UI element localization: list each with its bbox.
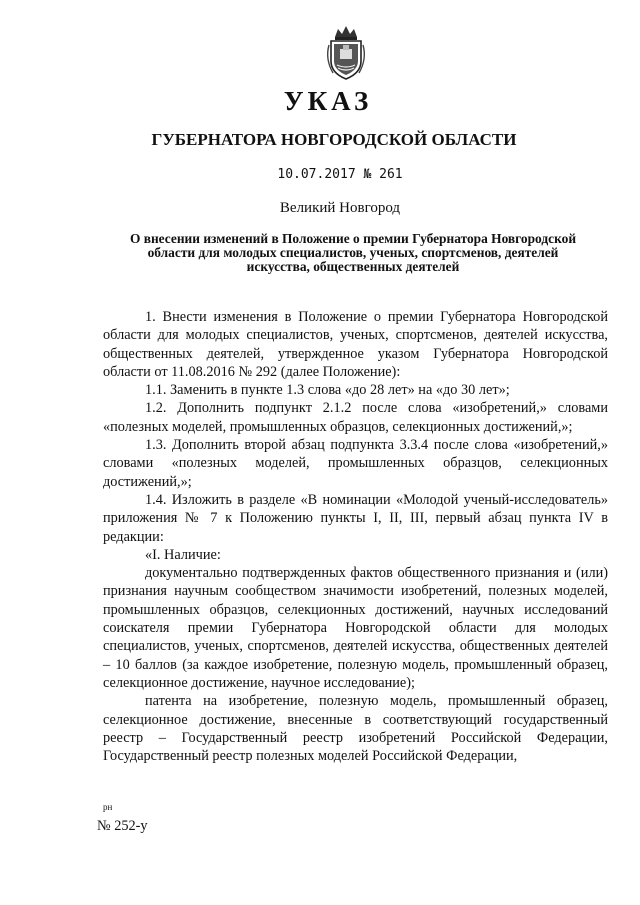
paragraph: 1.2. Дополнить подпункт 2.1.2 после слова «изобретений,» словами «полезных моделей, промышленных образцов, селекционных достижений,»;	[103, 400, 608, 435]
paragraph: 1.1. Заменить в пункте 1.3 слова «до 28 лет» на «до 30 лет»;	[145, 382, 510, 399]
footer-doc-number: № 252-у	[97, 818, 148, 834]
paragraph: 1.4. Изложить в разделе «В номинации «Молодой ученый-исследователь» приложения № 7 к Положению пункты I, II, III, первый абзац пункта IV в редакции:	[103, 491, 608, 545]
document-title: УКАЗ	[283, 86, 373, 116]
paragraph: 1.3. Дополнить второй абзац подпункта 3.3.4 после слова «изобретений,» словами «полезных моделей, промышленных образцов, селекционных достижений,»;	[103, 437, 608, 490]
paragraph: 1. Внести изменения в Положение о премии Губернатора Новгородской области для молодых специалистов, ученых, спортсменов, деятелей искусства, общественных деятелей, утвержденное указом Губернатора Новгородской области от 11.08.2016 № 292 (далее Положение):	[103, 309, 608, 380]
document-city: Великий Новгород	[279, 200, 401, 216]
document-body	[103, 308, 608, 765]
paragraph: «I. Наличие:	[145, 546, 221, 563]
paragraph: патента на изобретение, полезную модель, промышленный образец, селекционное достижение, внесенные в соответствующий государственный реестр – Государственный реестр изобретений Российской Федерации, Государственный реестр полезных моделей Российской Федерации,	[103, 693, 608, 765]
document-heading: О внесении изменений в Положение о премии Губернатора Новгородской области для молодых специалистов, ученых, спортсменов, деятелей искусства, общественных деятелей	[129, 231, 577, 274]
document-date-number: 10.07.2017 № 261	[277, 167, 403, 182]
document-issuer: ГУБЕРНАТОРА НОВГОРОДСКОЙ ОБЛАСТИ	[151, 130, 517, 149]
paragraph: документально подтвержденных фактов общественного признания и (или) признания научным сообществом значимости изобретений, полезных моделей, промышленных образцов, селекционных достижений, научных исследований соискателя премии Губернатора Новгородской области для молодых специалистов, ученых, спортсменов, деятелей искусства, общественных деятелей – 10 баллов (за каждое изобретение, полезную модель, промышленный образец, селекционное достижение, научное исследование);	[103, 565, 608, 691]
footer-mark: рн	[103, 802, 113, 812]
coat-of-arms-icon	[323, 23, 369, 81]
